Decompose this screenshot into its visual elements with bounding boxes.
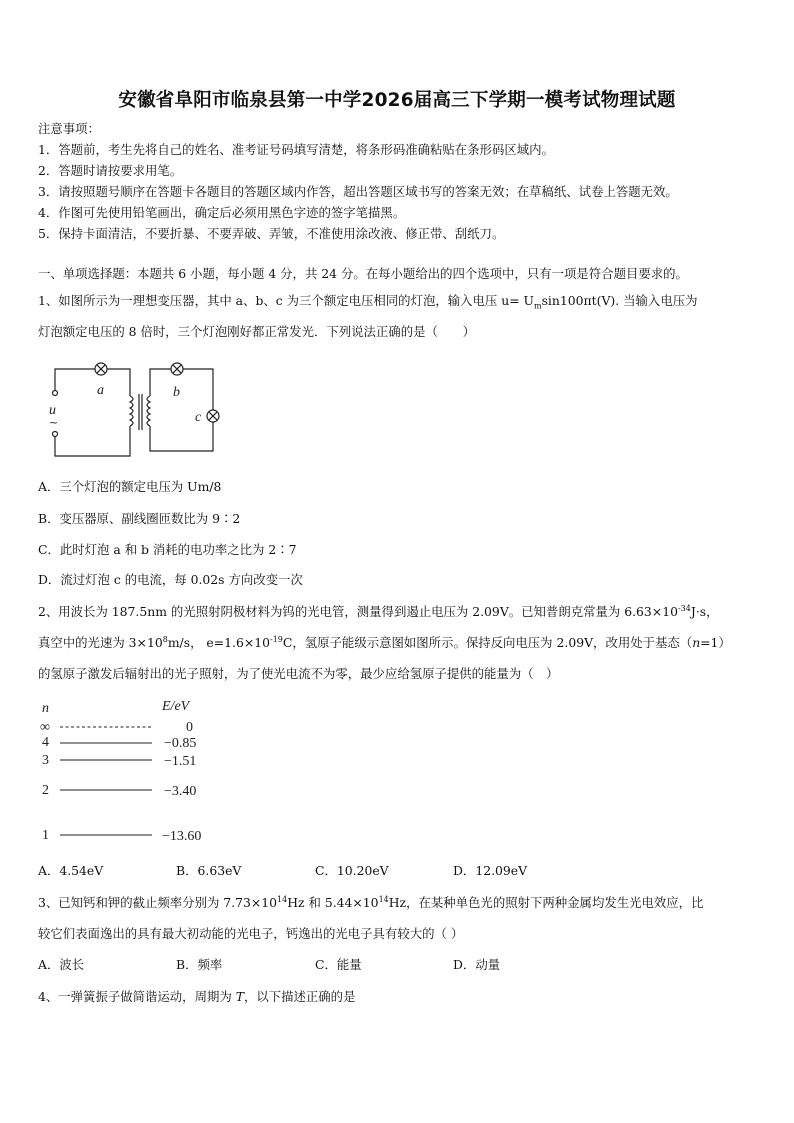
ac-symbol: ~	[49, 416, 59, 429]
q3-option-d: D．动量	[453, 957, 501, 972]
q4-stem-line1: 4、一弹簧振子做简谐运动，周期为 T，以下描述正确的是	[38, 989, 356, 1004]
level-energy-label: −13.60	[162, 829, 202, 844]
q3-option-c: C．能量	[315, 957, 362, 972]
energy-axis-label: E/eV	[162, 699, 190, 714]
n-axis-label: n	[42, 701, 49, 716]
lamp-c-label: c	[195, 410, 202, 425]
lamp-b-label: b	[173, 385, 180, 400]
level-n-label: ∞	[40, 720, 50, 735]
level-energy-label: −0.85	[164, 736, 197, 751]
voltage-u-label: u	[49, 403, 56, 418]
q1-option-b: B．变压器原、副线圈匝数比为 9∶2	[38, 511, 241, 526]
lamp-a-label: a	[97, 383, 104, 398]
q2-option-d: D．12.09eV	[453, 863, 528, 878]
level-energy-label: 0	[186, 720, 193, 735]
q1-option-a: A．三个灯泡的额定电压为 Um/8	[38, 479, 222, 494]
notice-item: 1．答题前，考生先将自己的姓名、准考证号码填写清楚，将条形码准确粘贴在条形码区域内。	[38, 142, 554, 157]
level-n-label: 4	[42, 735, 49, 750]
transformer-circuit-diagram	[40, 356, 230, 466]
q3-option-b: B．频率	[176, 957, 223, 972]
notice-item: 5．保持卡面清洁，不要折暴、不要弄破、弄皱，不准使用涂改液、修正带、刮纸刀。	[38, 226, 505, 241]
level-n-label: 1	[42, 828, 49, 843]
q2-option-c: C．10.20eV	[315, 863, 389, 878]
hydrogen-energy-level-diagram	[34, 696, 224, 846]
notice-item: 2．答题时请按要求用笔。	[38, 163, 183, 178]
q1-stem-line2: 灯泡额定电压的 8 倍时，三个灯泡刚好都正常发光．下列说法正确的是（ ）	[38, 324, 476, 339]
q2-stem-line2: 真空中的光速为 $3\times 10^8m/s$， $e=1.6\times 10^{-19}C$，氢原子能级示意图如图所示。保持反向电压为 2.09V，改用处于基态（n=1）	[38, 634, 731, 650]
page-title: 安徽省阜阳市临泉县第一中学2026届高三下学期一模考试物理试题	[118, 90, 676, 111]
q2-stem-line1: 2、用波长为 187.5nm 的光照射阴极材料为钨的光电管，测量得到遏止电压为 2.09V。已知普朗克常量为 $6.63\times 10^{-34}J\cdot s$，	[38, 603, 719, 619]
level-energy-label: −3.40	[164, 784, 197, 799]
q2-stem-line3: 的氢原子激发后辐射出的光子照射，为了使光电流不为零，最少应给氢原子提供的能量为（ ）	[38, 666, 559, 681]
q3-option-a: A．波长	[38, 957, 85, 972]
q3-stem-line1: 3、已知钙和钾的截止频率分别为 $7.73\times 10^{14}Hz$ 和 $5.44\times 10^{14}Hz$，在某种单色光的照射下两种金属均发生光电效应，比	[38, 894, 704, 910]
q1-option-c: C．此时灯泡 a 和 b 消耗的电功率之比为 2∶7	[38, 542, 297, 557]
q3-stem-line2: 较它们表面逸出的具有最大初动能的光电子，钙逸出的光电子具有较大的（ ）	[38, 926, 464, 941]
q2-option-a: A．4.54eV	[38, 863, 104, 878]
section-heading: 一、单项选择题：本题共 6 小题，每小题 4 分，共 24 分。在每小题给出的四个选项中，只有一项是符合题目要求的。	[38, 266, 688, 281]
level-energy-label: −1.51	[164, 754, 197, 769]
q2-option-b: B．6.63eV	[176, 863, 242, 878]
notice-heading: 注意事项：	[38, 121, 100, 136]
notice-item: 3．请按照题号顺序在答题卡各题目的答题区域内作答，超出答题区域书写的答案无效；在草稿纸、试卷上答题无效。	[38, 184, 678, 199]
level-n-label: 3	[42, 753, 49, 768]
notice-item: 4．作图可先使用铅笔画出，确定后必须用黑色字迹的签字笔描黑。	[38, 205, 406, 220]
q1-option-d: D．流过灯泡 c 的电流，每 0.02s 方向改变一次	[38, 572, 303, 587]
level-n-label: 2	[42, 783, 49, 798]
q1-stem-line1: 1、如图所示为一理想变压器，其中 a、b、c 为三个额定电压相同的灯泡，输入电压 $u= U_m\sin 100\pi t(V)$. 当输入电压为	[38, 293, 698, 311]
